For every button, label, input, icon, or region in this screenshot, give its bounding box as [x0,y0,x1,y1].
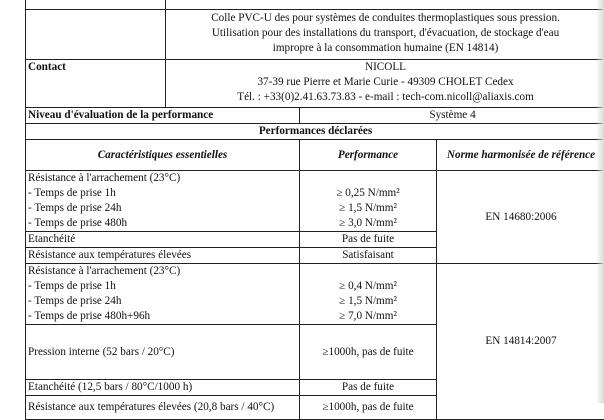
performance-line: ≥ 0,25 N/mm² [302,186,434,201]
characteristic-line: - Temps de prise 480h [28,216,297,231]
norm-cell-en14680: EN 14680:2006 [437,171,604,264]
performance-cell: ≥1000h, pas de fuite [300,325,437,380]
performance-declaration-table [25,0,604,420]
top-row-right [166,0,604,10]
page-edge-shadow [596,0,604,403]
description-row [26,10,604,60]
declared-title-row [26,124,604,140]
contact-company: NICOLL [168,60,603,75]
characteristic-cell: Résistance aux températures élevées [26,248,300,264]
description-line-1: Colle PVC-U des pour systèmes de conduites thermoplastiques sous pression. [168,11,603,26]
contact-address: 37-39 rue Pierre et Marie Curie - 49309 CHOLET Cedex [168,75,603,90]
declared-performances-title: Performances déclarées [26,124,604,140]
contact-label: Contact [26,60,166,108]
characteristic-line: Résistance à l'arrachement (23°C) [28,171,297,186]
characteristic-line: - Temps de prise 24h [28,201,297,216]
header-norm: Norme harmonisée de référence [437,140,604,171]
characteristic-cell: Etanchéité (12,5 bars / 80°C/1000 h) [26,380,300,396]
description-cell [166,10,604,60]
characteristic-cell: Pression interne (52 bars / 20°C) [26,325,300,380]
performance-cell: ≥1000h, pas de fuite [300,396,437,420]
evaluation-label: Niveau d'évaluation de la performance [26,108,300,124]
description-line-3: impropre à la consommation humaine (EN 14814) [168,41,603,56]
contact-phone-email: Tél. : +33(0)2.41.63.73.83 - e-mail : tech-com.nicoll@aliaxis.com [168,90,603,105]
performance-line: ≥ 7,0 N/mm² [302,309,434,324]
characteristic-line: Résistance à l'arrachement (23°C) [28,264,297,279]
table-row [26,171,604,232]
performance-cell [300,264,437,325]
column-header-row [26,140,604,171]
norm-cell-en14814: EN 14814:2007 [437,264,604,420]
performance-line: ≥ 3,0 N/mm² [302,216,434,231]
description-label-cell [26,10,166,60]
table-row [26,264,604,325]
evaluation-value: Système 4 [300,108,604,124]
characteristic-cell: Etanchéité [26,232,300,248]
characteristic-cell: Résistance aux températures élevées (20,8 bars / 40°C) [26,396,300,420]
contact-row [26,60,604,108]
performance-cell: Pas de fuite [300,380,437,396]
header-performance: Performance [300,140,437,171]
characteristic-line: - Temps de prise 24h [28,294,297,309]
performance-cell: Pas de fuite [300,232,437,248]
performance-line: ≥ 1,5 N/mm² [302,294,434,309]
evaluation-row [26,108,604,124]
top-row [26,0,604,10]
performance-cell [300,171,437,232]
characteristic-cell [26,264,300,325]
description-line-2: Utilisation pour des installations du transport, d'évacuation, de stockage d'eau [168,26,603,41]
characteristic-line: - Temps de prise 1h [28,186,297,201]
characteristic-line: - Temps de prise 480h+96h [28,309,297,324]
characteristic-line: - Temps de prise 1h [28,279,297,294]
header-characteristics: Caractéristiques essentielles [26,140,300,171]
characteristic-cell [26,171,300,232]
performance-line: ≥ 0,4 N/mm² [302,279,434,294]
top-row-left [26,0,166,10]
contact-cell [166,60,604,108]
performance-line [302,264,434,279]
performance-cell: Satisfaisant [300,248,437,264]
performance-line: ≥ 1,5 N/mm² [302,201,434,216]
performance-line [302,171,434,186]
